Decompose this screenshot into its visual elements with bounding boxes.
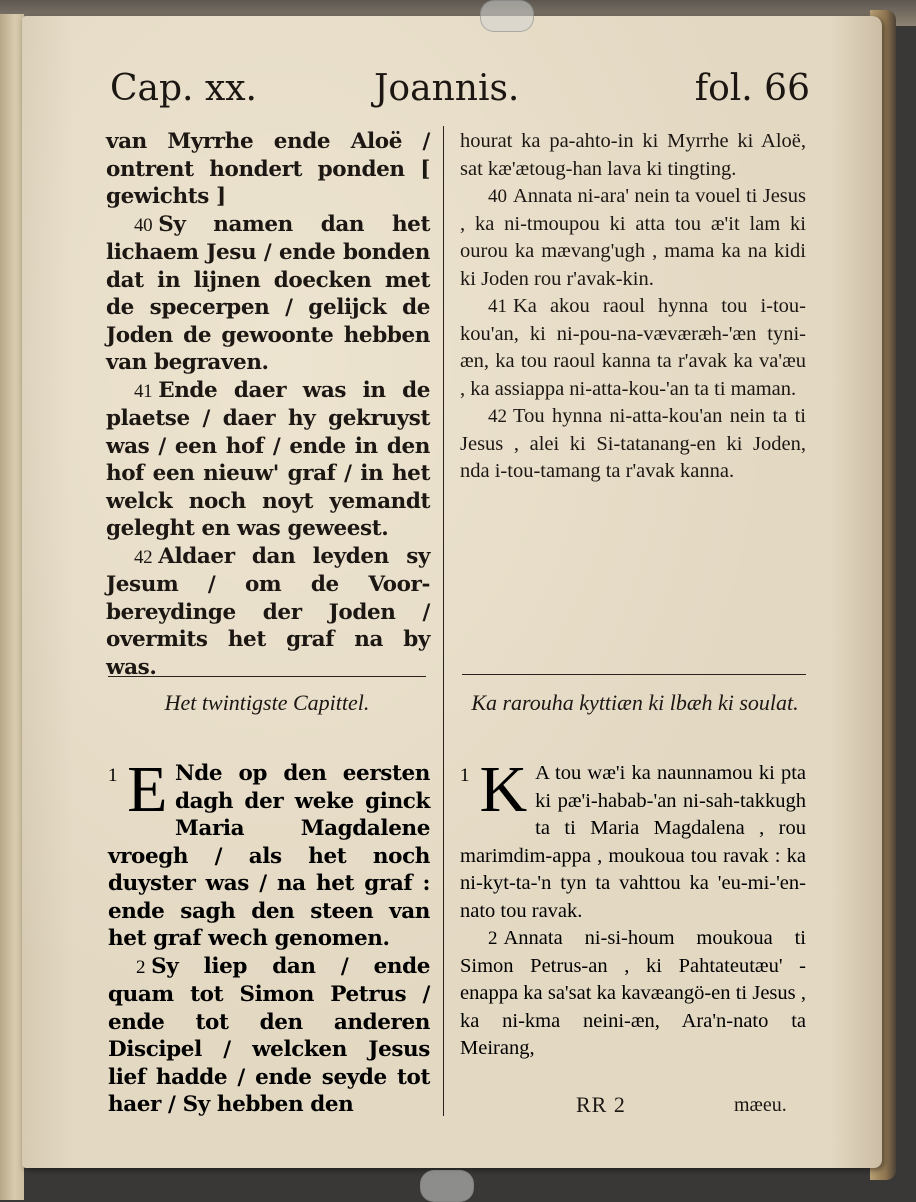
left-chapter-paragraph: 2 Sy liep dan / ende quam tot Simon Petrus / ende tot den anderen Discipel / welcken Jesus lief hadde / ende seyde tot haer / Sy hebben den <box>108 953 430 1117</box>
right-paragraph: 40 Annata ni-ara' nein ta vouel ti Jesus , ka ni-tmoupou ki atta tou æ'it lam ki ourou ka mævang'ugh , mama ka na kidi ki Joden rou r'avak-kin. <box>460 185 806 290</box>
right-column-chapter <box>460 753 806 1063</box>
header-chapter: Cap. xx. <box>110 68 257 109</box>
left-paragraph: 42 Aldaer dan leyden sy Jesum / om de Voor-bereydinge der Joden / overmits het graf na by was. <box>106 543 430 680</box>
header-book: Joannis. <box>374 68 520 109</box>
left-paragraph: van Myrrhe ende Aloë / ontrent hondert ponden [ gewichts ] <box>106 129 430 209</box>
verse-number: 40 <box>488 186 507 207</box>
right-chapter-paragraph: 1 K A tou wæ'i ka naunnamou ki pta ki pæ'i-habab-'an ni-sah-takkugh ta ti Maria Magdalena , rou marimdim-appa , moukoua tou ravak : ka ni-kyt-ta-'n tyn ta vahttou ka 'eu-mi-'en-nato tou ravak. <box>460 753 806 922</box>
binding-edge <box>0 14 24 1200</box>
page-clip-bottom <box>420 1170 474 1202</box>
verse-number: 40 <box>134 214 153 236</box>
left-section-rule <box>108 676 426 677</box>
verse-number: 2 <box>488 928 498 949</box>
verse-number: 41 <box>134 380 153 402</box>
verse-number: 41 <box>488 296 507 317</box>
right-chapter-title: Ka rarouha kyttiæn ki lbæh ki soulat. <box>471 690 799 715</box>
left-column-top <box>106 128 430 681</box>
left-paragraph: 41 Ende daer was in de plaetse / daer hy gekruyst was / een hof / ende in den hof een nieuw' graf / in het welck noch noyt yemandt geleght en was geweest. <box>106 377 430 541</box>
left-paragraph: 40 Sy namen dan het lichaem Jesu / ende bonden dat in lijnen doecken met de specerpen / gelijck de Joden de gewoonte hebben van begraven. <box>106 211 430 375</box>
chapter-verse-number: 1 <box>460 765 470 786</box>
signature-mark: RR 2 <box>576 1092 626 1117</box>
right-paragraph: 42 Tou hynna ni-atta-kou'an nein ta ti Jesus , alei ki Si-tatanang-en ki Joden, nda i-tou-tamang ta r'avak kanna. <box>460 405 806 482</box>
left-chapter-title: Het twintigste Capittel. <box>164 690 370 715</box>
right-column-top <box>460 128 806 486</box>
catchword: mæeu. <box>734 1094 787 1116</box>
chapter-verse-number: 1 <box>108 765 118 786</box>
running-header <box>110 68 810 120</box>
drop-cap: K <box>479 753 528 826</box>
drop-cap: E <box>127 753 168 826</box>
verse-number: 42 <box>488 406 507 427</box>
left-column-chapter <box>108 753 430 1119</box>
verse-number: 2 <box>136 956 146 978</box>
right-section-rule <box>462 674 806 675</box>
right-chapter-paragraph: 2 Annata ni-si-houm moukoua ti Simon Petrus-an , ki Pahtateutæu' - enappa ka sa'sat ka kavæangö-en ti Jesus , ka ni-kma neini-æn, Ara'n-nato ta Meirang, <box>460 927 806 1059</box>
column-divider <box>443 126 444 1116</box>
right-paragraph: hourat ka pa-ahto-in ki Myrrhe ki Aloë, sat kæ'ætoug-han lava ki tingting. <box>460 130 806 180</box>
page-clip-top <box>480 0 534 32</box>
left-chapter-paragraph: 1 E Nde op den eersten dagh der weke ginck Maria Magdalene vroegh / als het noch duyster was / na het graf : ende sagh den steen van het graf wech genomen. <box>108 753 430 951</box>
right-paragraph: 41 Ka akou raoul hynna tou i-tou-kou'an, ki ni-pou-na-væværæh-'æn tyni-æn, ka tou raoul kanna ta r'avak ka va'æu , ka assiappa ni-atta-kou-'an ta ti maman. <box>460 295 806 400</box>
verse-number: 42 <box>134 546 153 568</box>
header-folio: fol. 66 <box>694 68 810 109</box>
